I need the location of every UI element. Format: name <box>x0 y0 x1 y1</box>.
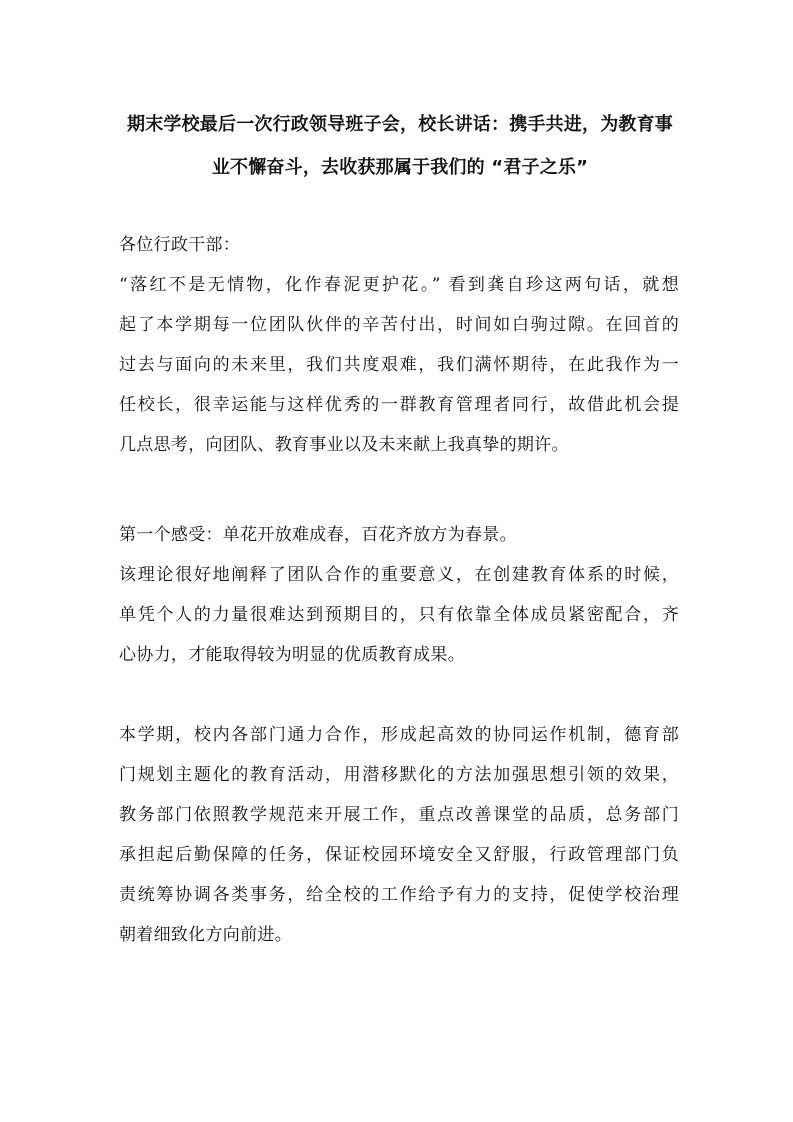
paragraph-3 <box>119 715 679 955</box>
paragraph-1-line-1: “落红不是无情物，化作春泥更护花。” 看到龚自珍这两句话，就想 <box>119 275 679 295</box>
document-title <box>110 103 690 189</box>
paragraph-3-line-2: 门规划主题化的教育活动，用潜移默化的方法加强思想引领的效果， <box>119 765 679 785</box>
paragraph-3-line-4: 承担起后勤保障的任务，保证校园环境安全又舒服，行政管理部门负 <box>119 845 679 865</box>
paragraph-1-line-4: 任校长，很幸运能与这样优秀的一群教育管理者同行，故借此机会提 <box>119 395 679 415</box>
greeting-paragraph <box>119 225 679 265</box>
paragraph-3-line-3: 教务部门依照教学规范来开展工作，重点改善课堂的品质，总务部门 <box>119 805 679 825</box>
paragraph-1-line-3: 过去与面向的未来里，我们共度艰难，我们满怀期待，在此我作为一 <box>119 355 679 375</box>
paragraph-1-line-5: 几点思考，向团队、教育事业以及未来献上我真挚的期许。 <box>119 435 569 455</box>
section-1-heading-line: 第一个感受：单花开放难成春，百花齐放方为春景。 <box>119 525 517 545</box>
paragraph-1 <box>119 265 679 465</box>
paragraph-1-line-2: 起了本学期每一位团队伙伴的辛苦付出，时间如白驹过隙。在回首的 <box>119 315 679 335</box>
paragraph-3-line-6: 朝着细致化方向前进。 <box>119 925 292 945</box>
section-1-heading <box>119 515 679 555</box>
title-line-2: 业不懈奋斗，去收获那属于我们的 “君子之乐” <box>211 157 589 178</box>
paragraph-3-line-1: 本学期，校内各部门通力合作，形成起高效的协同运作机制，德育部 <box>119 725 679 745</box>
paragraph-2 <box>119 555 679 675</box>
paragraph-3-line-5: 责统筹协调各类事务，给全校的工作给予有力的支持，促使学校治理 <box>119 885 679 905</box>
paragraph-2-line-3: 心协力，才能取得较为明显的优质教育成果。 <box>119 645 465 665</box>
paragraph-2-line-1: 该理论很好地阐释了团队合作的重要意义，在创建教育体系的时候， <box>119 565 679 585</box>
greeting-line: 各位行政干部： <box>119 235 241 255</box>
title-line-1: 期末学校最后一次行政领导班子会，校长讲话：携手共进，为教育事 <box>127 114 673 135</box>
paragraph-2-line-2: 单凭个人的力量很难达到预期目的，只有依靠全体成员紧密配合，齐 <box>119 605 679 625</box>
